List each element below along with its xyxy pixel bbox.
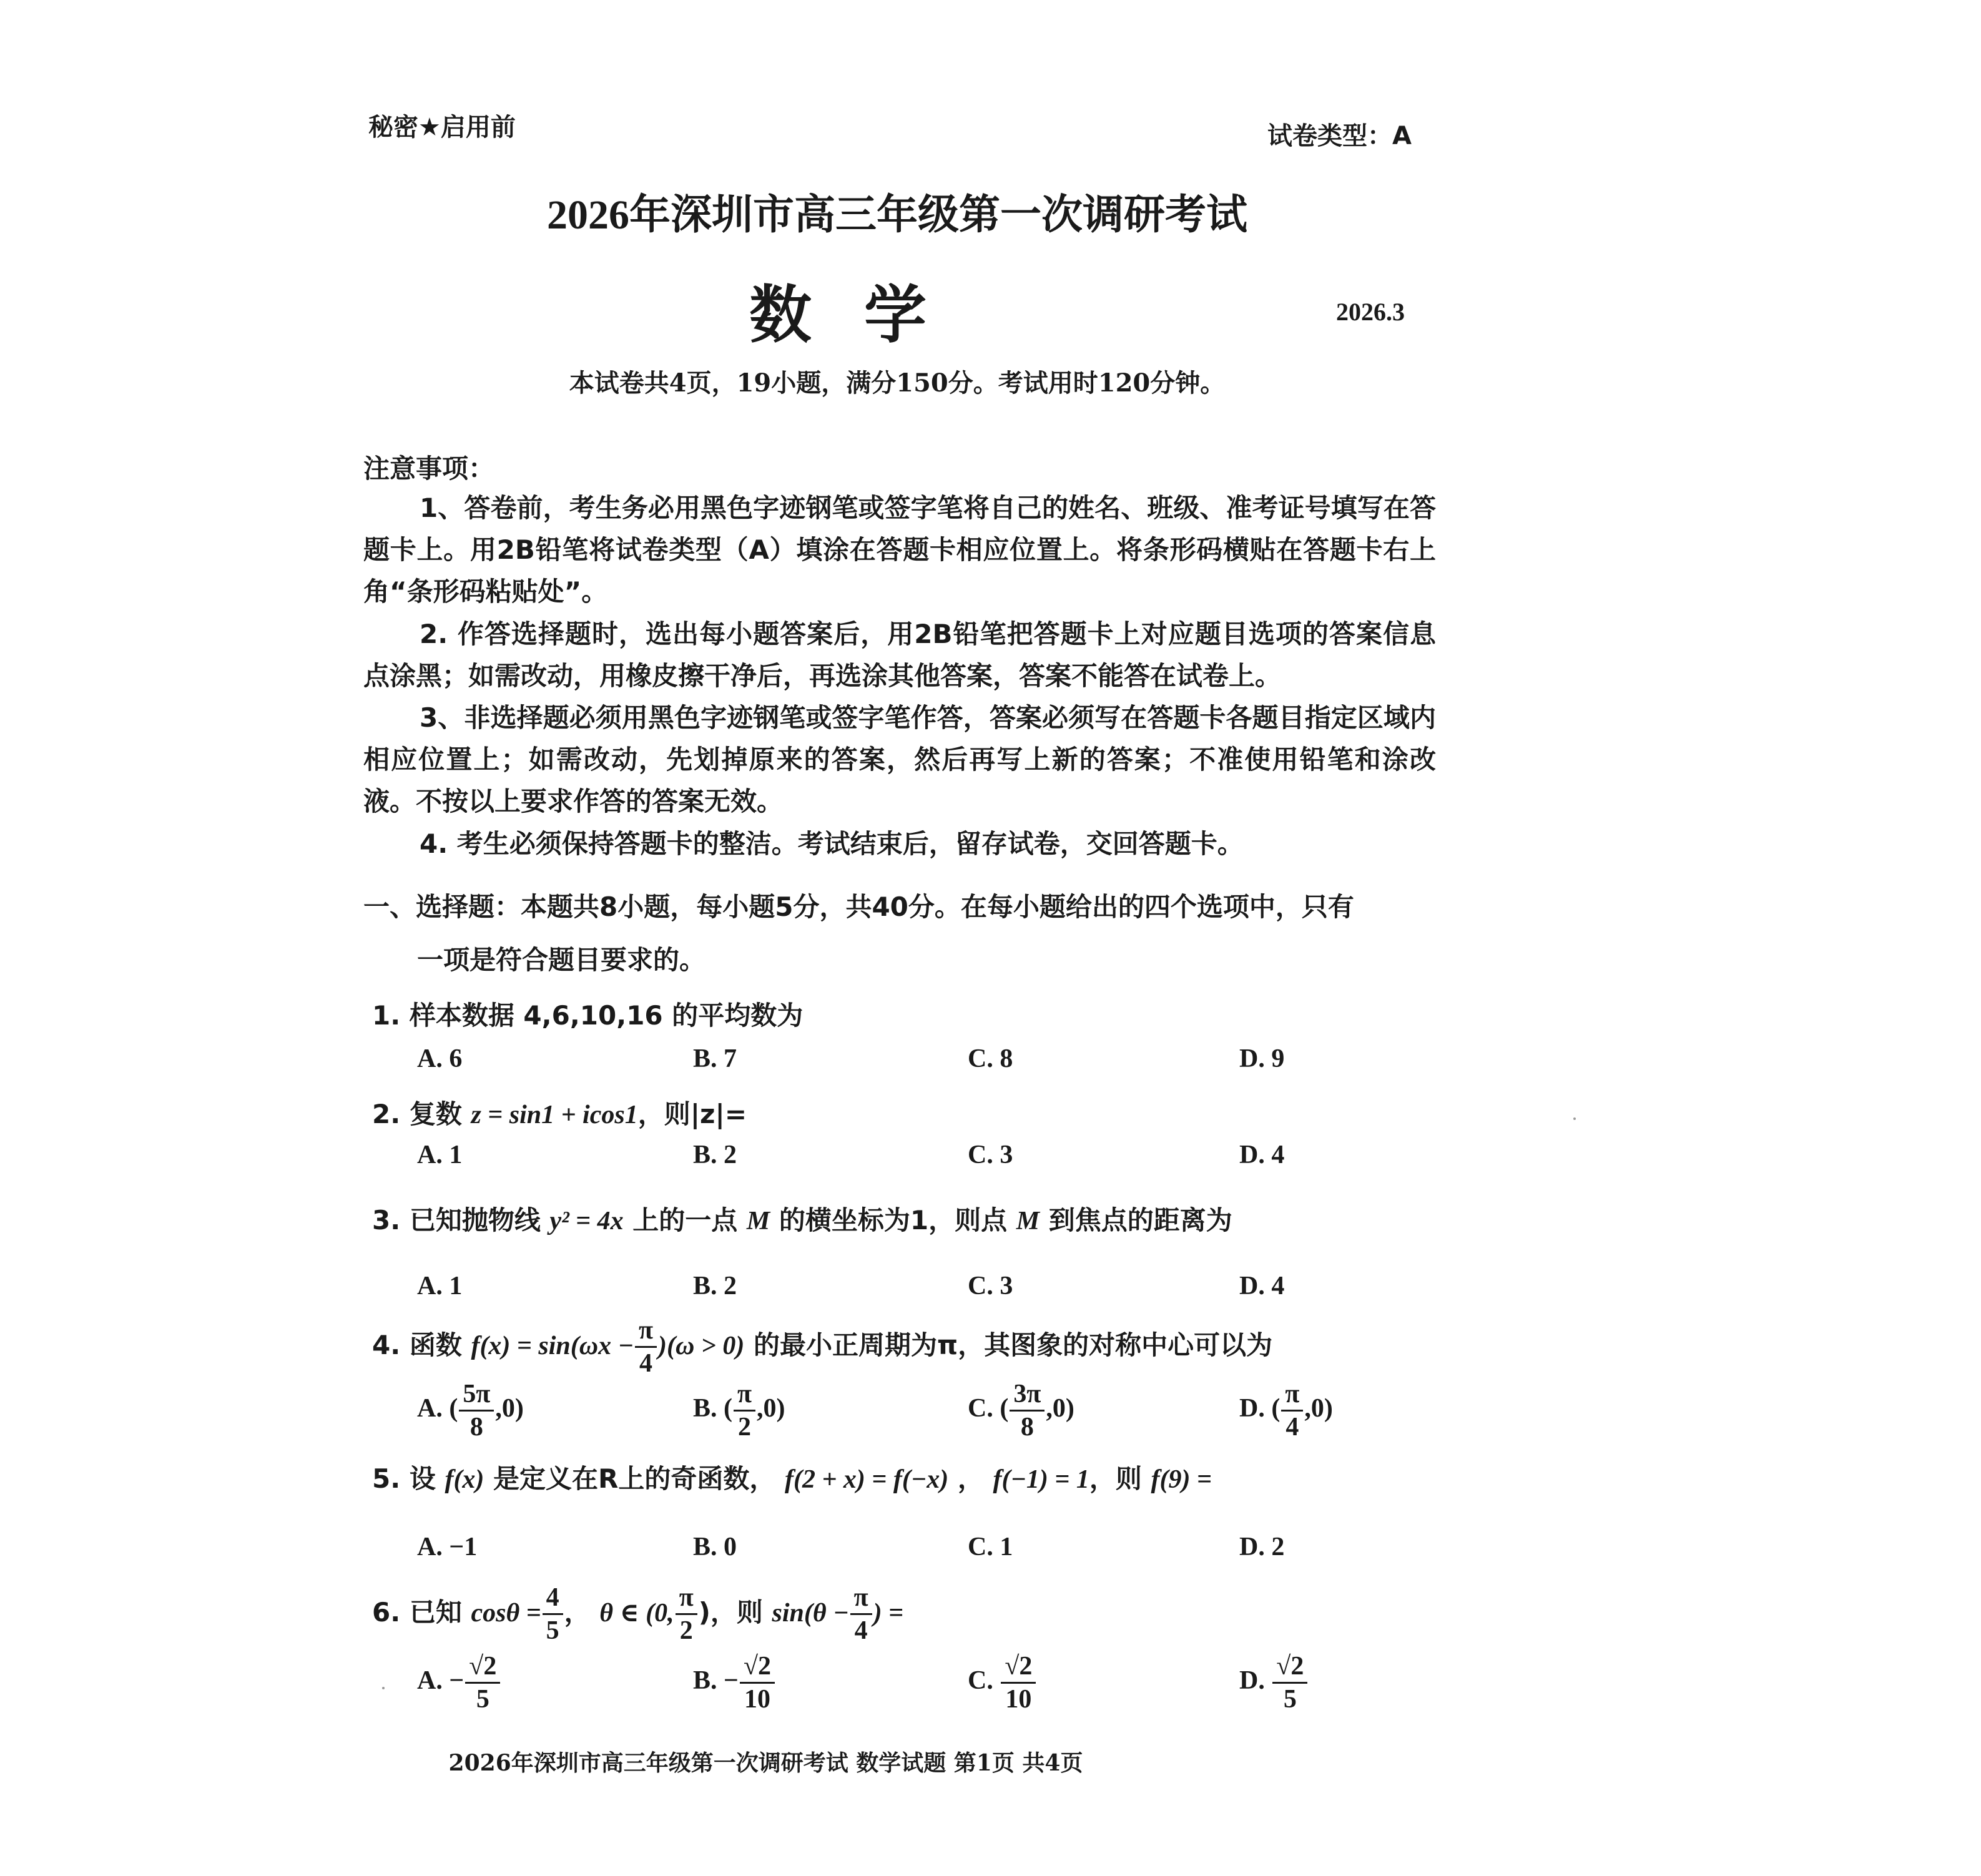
option-label: D.: [1239, 1394, 1265, 1423]
denominator: 2: [679, 1616, 693, 1645]
q1-option-d: D. 9: [1239, 1044, 1285, 1073]
q4-option-c: C. ( $\frac{3\pi}{8}$ ,0): [968, 1380, 1074, 1441]
question-text: ，则|z|=: [637, 1099, 747, 1129]
q6-option-a: [417, 1653, 501, 1712]
notes-heading: 注意事项：: [363, 453, 495, 484]
math-expression: )(ω > 0): [658, 1332, 745, 1360]
q6-option-b: [693, 1653, 776, 1712]
numerator: 3π: [1010, 1381, 1045, 1412]
paper-type: 试卷类型：A: [1267, 122, 1412, 150]
q5-option-d: D. 2: [1239, 1533, 1285, 1561]
option-tail: ,0): [1046, 1394, 1074, 1423]
question-text: 复数: [409, 1099, 462, 1129]
denominator: 5: [1283, 1685, 1297, 1714]
math-variable: M: [746, 1207, 770, 1235]
denominator: 4: [1285, 1413, 1299, 1441]
exam-date: 2026.3: [1336, 298, 1405, 326]
option-tail: ,0): [495, 1394, 524, 1423]
fraction: [1281, 1381, 1303, 1440]
subject-title: 数学: [749, 278, 979, 351]
question-text: 设: [409, 1463, 436, 1494]
math-expression: f(x): [445, 1465, 484, 1494]
question-number: 2.: [372, 1099, 401, 1129]
question-number: 5.: [372, 1463, 401, 1494]
question-number: 1.: [372, 1000, 401, 1031]
section-heading-cont: 一项是符合题目要求的。: [417, 945, 706, 975]
question-2: [372, 1094, 747, 1131]
question-6: 6. 已知 cosθ = $\frac{4}{5}$ ， θ ∈ (0, $\frac{\pi}{2}$ )，则 sin(θ − $\frac{\pi}{4}$ ) =: [372, 1583, 904, 1645]
option-tail: ,0): [1304, 1394, 1333, 1423]
page-footer: 2026年深圳市高三年级第一次调研考试 数学试题 第1页 共4页: [448, 1750, 1083, 1776]
question-text: 的横坐标为1，则点: [779, 1205, 1008, 1235]
fraction: [459, 1381, 494, 1440]
math-expression: f(9) =: [1151, 1465, 1212, 1494]
numerator: π: [734, 1381, 755, 1412]
question-text: 是定义在R上的奇函数，: [493, 1463, 776, 1494]
section-heading: 一、选择题：本题共8小题，每小题5分，共40分。在每小题给出的四个选项中，只有: [363, 891, 1354, 922]
q1-option-c: C. 8: [968, 1044, 1013, 1073]
question-text: 上的一点: [632, 1205, 738, 1235]
note-item-1: [363, 487, 1436, 612]
math-expression: θ ∈ (0,: [599, 1599, 674, 1628]
option-sign: −: [449, 1666, 465, 1696]
q3-option-b: B. 2: [693, 1272, 737, 1300]
question-3: [372, 1200, 1232, 1237]
q4-option-a: A. ( $\frac{5\pi}{8}$ ,0): [417, 1380, 524, 1441]
numerator: √2: [465, 1653, 500, 1684]
fraction: [676, 1584, 697, 1644]
fraction: [1272, 1653, 1307, 1712]
note-text-4: 4. 考生必须保持答题卡的整洁。考试结束后，留存试卷，交回答题卡。: [420, 828, 1244, 859]
option-label: B.: [693, 1394, 717, 1423]
note-item-3: [363, 697, 1436, 822]
question-text: ，则: [710, 1597, 763, 1628]
question-text: 到焦点的距离为: [1048, 1205, 1232, 1235]
question-text: 函数: [409, 1330, 462, 1360]
denominator: 4: [854, 1616, 868, 1645]
numerator: π: [676, 1584, 697, 1615]
note-text-2: 2. 作答选择题时，选出每小题答案后，用2B铅笔把答题卡上对应题目选项的答案信息点涂黑；如需改动，用橡皮擦干净后，再选涂其他答案，答案不能答在试卷上。: [363, 619, 1436, 691]
question-text: ，则: [1089, 1463, 1142, 1494]
exam-info: 本试卷共4页，19小题，满分150分。考试用时120分钟。: [569, 368, 1226, 398]
math-variable: M: [1016, 1207, 1040, 1235]
denominator: 5: [546, 1616, 559, 1645]
option-label: D.: [1239, 1666, 1265, 1696]
question-text: 样本数据 4,6,10,16 的平均数为: [409, 1000, 804, 1031]
math-expression: sin(θ −: [772, 1599, 849, 1628]
math-expression: z = sin1 + icos1: [471, 1101, 638, 1129]
fraction: [1010, 1381, 1045, 1440]
q4-option-b: B. ( $\frac{\pi}{2}$ ,0): [693, 1380, 785, 1441]
math-expression: f(−1) = 1: [993, 1465, 1089, 1494]
option-tail: ,0): [757, 1394, 785, 1423]
numerator: √2: [740, 1653, 775, 1684]
q2-option-d: D. 4: [1239, 1141, 1285, 1169]
question-number: 6.: [372, 1597, 401, 1628]
numerator: √2: [1001, 1653, 1036, 1684]
scan-speck: [382, 1687, 385, 1689]
q6-option-d: [1239, 1653, 1309, 1712]
question-5: 5. 设 f(x) 是定义在R上的奇函数， f(2 + x) = f(−x) ， f(−1) = 1，则 f(9) =: [372, 1463, 1212, 1494]
option-label: B.: [693, 1666, 717, 1696]
numerator: π: [1281, 1381, 1303, 1412]
q5-option-a: A. −1: [417, 1533, 478, 1561]
q5-option-b: B. 0: [693, 1533, 737, 1561]
q4-option-d: D. ( $\frac{\pi}{4}$ ,0): [1239, 1380, 1333, 1441]
q5-option-c: C. 1: [968, 1533, 1013, 1561]
numerator: 4: [543, 1584, 563, 1615]
fraction: [734, 1381, 755, 1440]
fraction: [635, 1317, 657, 1377]
note-text-1: 1、答卷前，考生务必用黑色字迹钢笔或签字笔将自己的姓名、班级、准考证号填写在答题卡上。用2B铅笔将试卷类型（A）填涂在答题卡相应位置上。将条形码横贴在答题卡右上角“条形码粘贴处”。: [363, 493, 1436, 607]
exam-title: 2026年深圳市高三年级第一次调研考试: [547, 192, 1247, 238]
math-expression: ) =: [873, 1599, 904, 1628]
denominator: 10: [744, 1685, 770, 1714]
math-expression: f(2 + x) = f(−x): [785, 1465, 949, 1494]
q3-option-c: C. 3: [968, 1272, 1013, 1300]
denominator: 8: [469, 1413, 483, 1441]
denominator: 4: [639, 1349, 653, 1378]
question-4: [372, 1317, 1272, 1377]
option-label: C.: [968, 1394, 993, 1423]
scan-speck: [1573, 1117, 1576, 1120]
q1-option-a: A. 6: [417, 1044, 463, 1073]
note-item-2: [363, 613, 1436, 697]
q1-option-b: B. 7: [693, 1044, 737, 1073]
math-expression: cosθ =: [471, 1599, 541, 1628]
numerator: √2: [1272, 1653, 1307, 1684]
q3-option-a: A. 1: [417, 1272, 463, 1300]
denominator: 5: [476, 1685, 489, 1714]
option-label: C.: [968, 1666, 993, 1696]
question-number: 3.: [372, 1205, 401, 1235]
fraction: [850, 1584, 872, 1644]
numerator: 5π: [459, 1381, 494, 1412]
math-expression: f(x) = sin(ωx −: [471, 1332, 634, 1360]
question-1: [372, 995, 803, 1033]
q6-option-c: [968, 1653, 1037, 1712]
q2-option-b: B. 2: [693, 1141, 737, 1169]
fraction: [543, 1584, 563, 1644]
question-text: 已知抛物线: [409, 1205, 541, 1235]
note-item-4: [363, 823, 1436, 865]
numerator: π: [635, 1317, 657, 1348]
option-label: A.: [417, 1394, 443, 1423]
question-text: 已知: [409, 1597, 462, 1628]
fraction: [465, 1653, 500, 1712]
question-text: 的最小正周期为π，其图象的对称中心可以为: [753, 1330, 1273, 1360]
option-label: A.: [417, 1666, 443, 1696]
fraction: [1001, 1653, 1036, 1712]
question-number: 4.: [372, 1330, 401, 1360]
math-expression: y² = 4x: [549, 1207, 624, 1235]
denominator: 2: [738, 1413, 752, 1441]
denominator: 8: [1020, 1413, 1034, 1441]
q2-option-c: C. 3: [968, 1141, 1013, 1169]
confidential-mark: 秘密★启用前: [368, 113, 516, 142]
numerator: π: [850, 1584, 872, 1615]
q3-option-d: D. 4: [1239, 1272, 1285, 1300]
q2-option-a: A. 1: [417, 1141, 463, 1169]
fraction: [740, 1653, 775, 1712]
note-text-3: 3、非选择题必须用黑色字迹钢笔或签字笔作答，答案必须写在答题卡各题目指定区域内相应位置上；如需改动，先划掉原来的答案，然后再写上新的答案；不准使用铅笔和涂改液。不按以上要求作答的答案无效。: [363, 702, 1436, 817]
option-sign: −: [724, 1666, 739, 1696]
denominator: 10: [1005, 1685, 1032, 1714]
